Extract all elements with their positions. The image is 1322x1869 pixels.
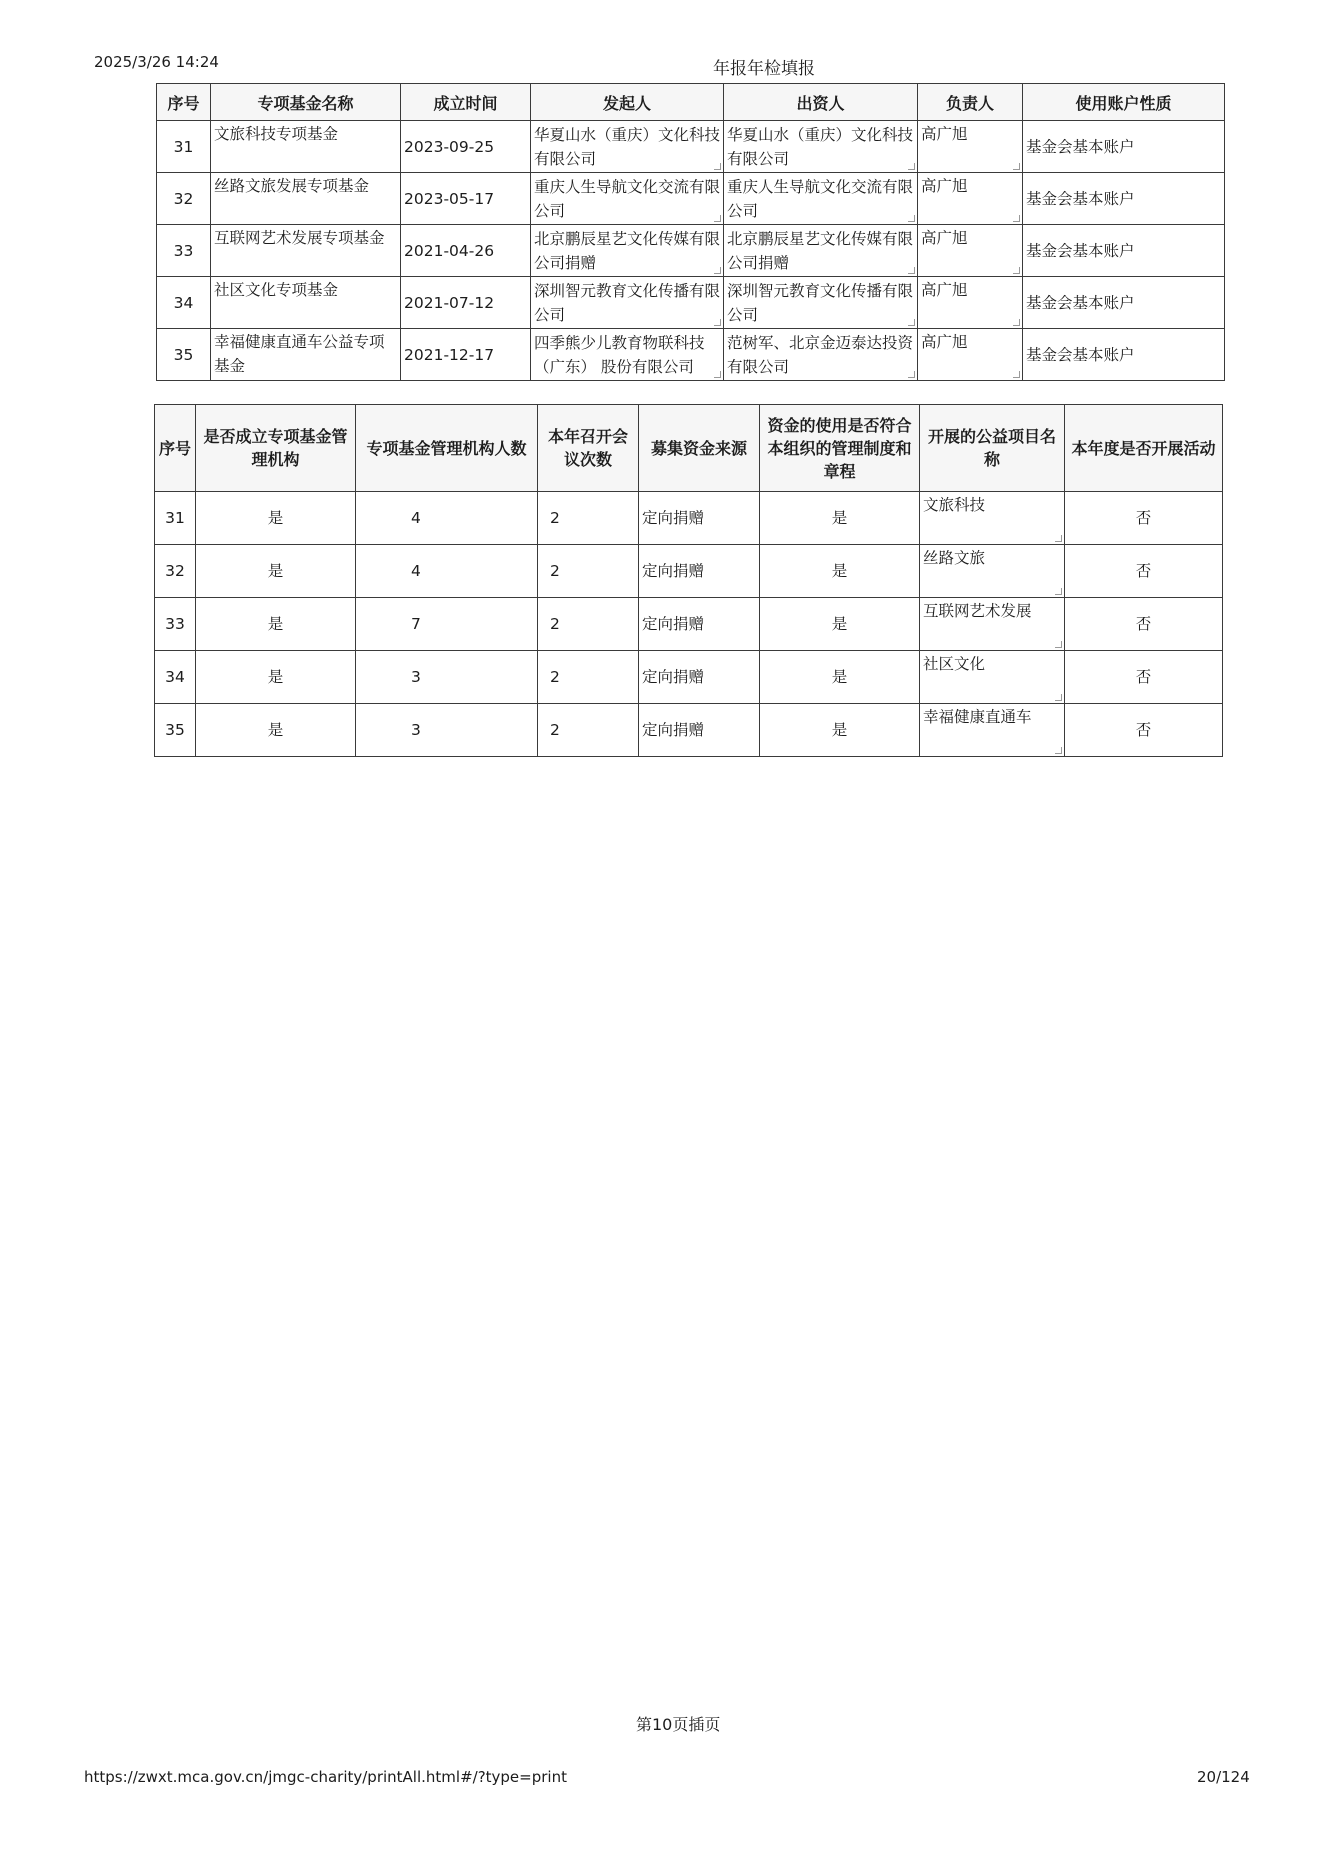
table-row	[157, 329, 1225, 381]
table-row	[157, 225, 1225, 277]
col-header-compliant: 资金的使用是否符合本组织的管理制度和章程	[760, 405, 920, 492]
people-count: 4	[356, 492, 538, 545]
fund-name: 文旅科技专项基金	[211, 121, 401, 173]
table-row	[155, 651, 1223, 704]
table-row	[157, 173, 1225, 225]
account-type: 基金会基本账户	[1023, 225, 1225, 277]
row-no: 32	[155, 545, 196, 598]
active-value: 否	[1065, 651, 1223, 704]
active-value: 否	[1065, 545, 1223, 598]
investor-field[interactable]: 重庆人生导航文化交流有限公司	[724, 173, 918, 225]
meeting-count: 2	[538, 545, 639, 598]
meeting-count: 2	[538, 598, 639, 651]
established-value: 是	[196, 545, 356, 598]
row-no: 35	[157, 329, 211, 381]
page-title: 年报年检填报	[713, 59, 815, 79]
meeting-count: 2	[538, 651, 639, 704]
manager-field[interactable]: 高广旭	[918, 329, 1023, 381]
col-header-meetings: 本年召开会议次数	[538, 405, 639, 492]
compliant-value: 是	[760, 492, 920, 545]
fund-name: 社区文化专项基金	[211, 277, 401, 329]
manager-field[interactable]: 高广旭	[918, 225, 1023, 277]
col-header-sponsor: 发起人	[531, 84, 724, 121]
project-name-field[interactable]: 丝路文旅	[920, 545, 1065, 598]
founded-date: 2021-07-12	[401, 277, 531, 329]
manager-field[interactable]: 高广旭	[918, 277, 1023, 329]
row-no: 33	[155, 598, 196, 651]
col-header-established: 是否成立专项基金管理机构	[196, 405, 356, 492]
sponsor-field[interactable]: 重庆人生导航文化交流有限公司	[531, 173, 724, 225]
col-header-no: 序号	[157, 84, 211, 121]
col-header-active: 本年度是否开展活动	[1065, 405, 1223, 492]
table-row	[155, 545, 1223, 598]
sponsor-field[interactable]: 华夏山水（重庆）文化科技有限公司	[531, 121, 724, 173]
account-type: 基金会基本账户	[1023, 121, 1225, 173]
row-no: 34	[157, 277, 211, 329]
established-value: 是	[196, 651, 356, 704]
fund-source: 定向捐赠	[639, 704, 760, 757]
manager-field[interactable]: 高广旭	[918, 121, 1023, 173]
col-header-no: 序号	[155, 405, 196, 492]
print-datetime: 2025/3/26 14:24	[94, 53, 219, 71]
people-count: 7	[356, 598, 538, 651]
founded-date: 2023-09-25	[401, 121, 531, 173]
col-header-project: 开展的公益项目名称	[920, 405, 1065, 492]
manager-field[interactable]: 高广旭	[918, 173, 1023, 225]
table-row	[157, 277, 1225, 329]
investor-field[interactable]: 北京鹏辰星艺文化传媒有限公司捐赠	[724, 225, 918, 277]
fund-info-table	[156, 83, 1225, 381]
compliant-value: 是	[760, 598, 920, 651]
page-count: 20/124	[1197, 1768, 1250, 1786]
people-count: 3	[356, 651, 538, 704]
investor-field[interactable]: 华夏山水（重庆）文化科技有限公司	[724, 121, 918, 173]
compliant-value: 是	[760, 704, 920, 757]
table-header-row	[157, 84, 1225, 121]
compliant-value: 是	[760, 545, 920, 598]
row-no: 31	[155, 492, 196, 545]
row-no: 35	[155, 704, 196, 757]
sponsor-field[interactable]: 北京鹏辰星艺文化传媒有限公司捐赠	[531, 225, 724, 277]
col-header-founded: 成立时间	[401, 84, 531, 121]
project-name-field[interactable]: 社区文化	[920, 651, 1065, 704]
row-no: 34	[155, 651, 196, 704]
account-type: 基金会基本账户	[1023, 277, 1225, 329]
fund-source: 定向捐赠	[639, 598, 760, 651]
col-header-fund-name: 专项基金名称	[211, 84, 401, 121]
account-type: 基金会基本账户	[1023, 173, 1225, 225]
founded-date: 2021-04-26	[401, 225, 531, 277]
established-value: 是	[196, 704, 356, 757]
project-name-field[interactable]: 文旅科技	[920, 492, 1065, 545]
established-value: 是	[196, 598, 356, 651]
fund-management-table	[154, 404, 1223, 757]
fund-name: 互联网艺术发展专项基金	[211, 225, 401, 277]
print-url: https://zwxt.mca.gov.cn/jmgc-charity/printAll.html#/?type=print	[84, 1768, 567, 1786]
fund-source: 定向捐赠	[639, 545, 760, 598]
active-value: 否	[1065, 492, 1223, 545]
row-no: 32	[157, 173, 211, 225]
active-value: 否	[1065, 704, 1223, 757]
fund-name: 幸福健康直通车公益专项基金	[211, 329, 401, 381]
table-row	[155, 492, 1223, 545]
page-label: 第10页插页	[636, 1715, 721, 1734]
investor-field[interactable]: 深圳智元教育文化传播有限公司	[724, 277, 918, 329]
table-row	[155, 704, 1223, 757]
people-count: 4	[356, 545, 538, 598]
sponsor-field[interactable]: 深圳智元教育文化传播有限公司	[531, 277, 724, 329]
fund-name: 丝路文旅发展专项基金	[211, 173, 401, 225]
established-value: 是	[196, 492, 356, 545]
row-no: 31	[157, 121, 211, 173]
compliant-value: 是	[760, 651, 920, 704]
active-value: 否	[1065, 598, 1223, 651]
col-header-manager: 负责人	[918, 84, 1023, 121]
col-header-investor: 出资人	[724, 84, 918, 121]
table-header-row	[155, 405, 1223, 492]
fund-source: 定向捐赠	[639, 651, 760, 704]
project-name-field[interactable]: 幸福健康直通车	[920, 704, 1065, 757]
account-type: 基金会基本账户	[1023, 329, 1225, 381]
sponsor-field[interactable]: 四季熊少儿教育物联科技（广东） 股份有限公司	[531, 329, 724, 381]
meeting-count: 2	[538, 704, 639, 757]
fund-source: 定向捐赠	[639, 492, 760, 545]
founded-date: 2023-05-17	[401, 173, 531, 225]
col-header-source: 募集资金来源	[639, 405, 760, 492]
founded-date: 2021-12-17	[401, 329, 531, 381]
row-no: 33	[157, 225, 211, 277]
table-row	[155, 598, 1223, 651]
project-name-field[interactable]: 互联网艺术发展	[920, 598, 1065, 651]
people-count: 3	[356, 704, 538, 757]
meeting-count: 2	[538, 492, 639, 545]
col-header-account: 使用账户性质	[1023, 84, 1225, 121]
col-header-people: 专项基金管理机构人数	[356, 405, 538, 492]
investor-field[interactable]: 范树军、北京金迈泰达投资有限公司	[724, 329, 918, 381]
table-row	[157, 121, 1225, 173]
